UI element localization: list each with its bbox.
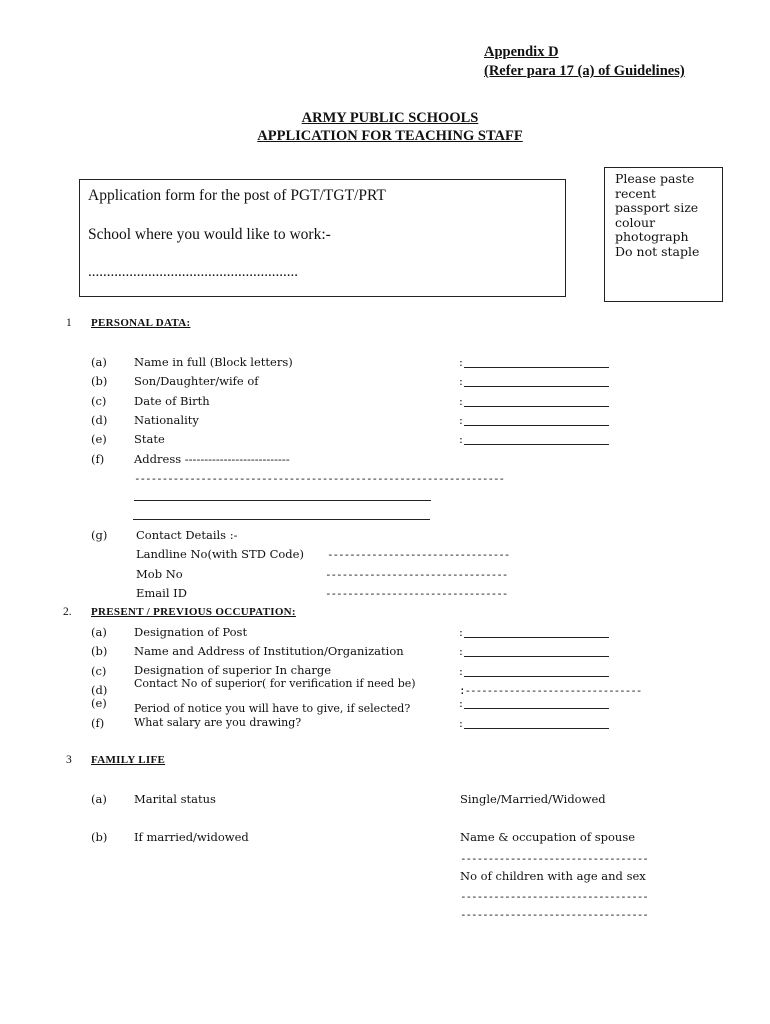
address-line[interactable] — [133, 519, 430, 520]
section-title-personal: PERSONAL DATA: — [91, 317, 191, 329]
item-key: (f) — [91, 452, 105, 466]
superior-contact-field[interactable]: :-------------------------------- — [459, 684, 642, 697]
mobile-label: Mob No — [136, 567, 183, 581]
item-key: (e) — [91, 432, 107, 446]
item-key: (d) — [91, 683, 108, 697]
landline-label: Landline No(with STD Code) — [136, 547, 304, 561]
institution-field[interactable] — [464, 656, 609, 657]
address-line[interactable]: ------------------------------------------------------------------- — [134, 472, 505, 485]
form-subtitle: APPLICATION FOR TEACHING STAFF — [257, 128, 523, 144]
item-label-marital: Marital status — [134, 792, 216, 806]
photo-instruction: recent — [615, 185, 656, 201]
landline-field[interactable]: --------------------------------- — [327, 548, 510, 561]
item-colon: : — [459, 374, 463, 388]
children-label: No of children with age and sex — [460, 869, 646, 883]
item-label-state: State — [134, 432, 165, 446]
email-field[interactable]: --------------------------------- — [325, 587, 508, 600]
form-title: ARMY PUBLIC SCHOOLS — [301, 110, 479, 126]
appendix-label: Appendix D — [484, 44, 559, 60]
item-label-designation: Designation of Post — [134, 625, 248, 639]
item-key: (d) — [91, 413, 108, 427]
item-label-address: Address --------------------------- — [134, 452, 290, 466]
nationality-field[interactable] — [464, 425, 609, 426]
item-colon: : — [459, 355, 463, 369]
post-box — [79, 179, 566, 297]
photo-instruction: colour — [615, 214, 656, 230]
salary-field[interactable] — [464, 728, 609, 729]
photo-instruction: photograph — [615, 229, 689, 244]
item-colon: : — [459, 625, 463, 639]
marital-options[interactable]: Single/Married/Widowed — [460, 792, 606, 806]
item-label-dob: Date of Birth — [134, 394, 210, 408]
section-title-occupation: PRESENT / PREVIOUS OCCUPATION: — [91, 606, 296, 618]
state-field[interactable] — [464, 444, 609, 445]
item-key: (a) — [91, 355, 107, 369]
item-label-married: If married/widowed — [134, 830, 249, 844]
item-label-superior-contact: Contact No of superior( for verification if need be) — [134, 677, 416, 690]
children-field[interactable]: ---------------------------------- — [460, 908, 648, 921]
item-key: (b) — [91, 644, 108, 658]
children-field[interactable]: ---------------------------------- — [460, 890, 648, 903]
item-label-nationality: Nationality — [134, 413, 199, 427]
item-label-salary: What salary are you drawing? — [134, 716, 302, 729]
photo-instruction: Please paste — [615, 171, 695, 186]
item-key: (c) — [91, 394, 107, 408]
school-fill[interactable]: ........................................................ — [88, 264, 298, 280]
photo-box[interactable] — [604, 167, 723, 302]
superior-field[interactable] — [464, 676, 609, 677]
spouse-label: Name & occupation of spouse — [460, 830, 636, 844]
name-field[interactable] — [464, 367, 609, 368]
item-label-notice: Period of notice you will have to give, if selected? — [134, 702, 411, 715]
section-number: 2. — [63, 606, 72, 618]
contact-details-label: Contact Details :- — [136, 528, 238, 542]
item-colon: : — [459, 664, 463, 678]
item-label-parent: Son/Daughter/wife of — [134, 374, 259, 388]
item-key: (c) — [91, 664, 107, 678]
item-colon: : — [459, 696, 463, 710]
item-key: (g) — [91, 528, 108, 542]
item-label-name: Name in full (Block letters) — [134, 355, 293, 369]
item-label-superior: Designation of superior In charge — [134, 663, 332, 677]
item-key: (a) — [91, 792, 107, 806]
item-colon: : — [459, 413, 463, 427]
section-number: 3 — [66, 754, 72, 766]
photo-instruction: Do not staple — [615, 243, 700, 259]
item-key: (b) — [91, 374, 108, 388]
item-key: (f) — [91, 716, 105, 730]
email-label: Email ID — [136, 586, 187, 600]
designation-field[interactable] — [464, 637, 609, 638]
item-colon: : — [459, 716, 463, 730]
item-label-institution: Name and Address of Institution/Organization — [134, 644, 404, 658]
item-colon: : — [459, 394, 463, 408]
notice-field[interactable] — [464, 708, 609, 709]
item-colon: : — [459, 432, 463, 446]
school-line: School where you would like to work:- — [88, 226, 331, 243]
dob-field[interactable] — [464, 406, 609, 407]
address-line[interactable] — [134, 500, 431, 501]
item-key: (e) — [91, 696, 107, 710]
item-colon: : — [459, 644, 463, 658]
item-key: (b) — [91, 830, 108, 844]
item-key: (a) — [91, 625, 107, 639]
section-number: 1 — [66, 317, 72, 329]
section-title-family: FAMILY LIFE — [91, 754, 166, 766]
spouse-field[interactable]: ---------------------------------- — [460, 852, 648, 865]
photo-instruction: passport size — [615, 200, 699, 215]
guideline-reference: (Refer para 17 (a) of Guidelines) — [484, 63, 685, 79]
post-line: Application form for the post of PGT/TGT/PRT — [88, 187, 386, 204]
parent-field[interactable] — [464, 386, 609, 387]
mobile-field[interactable]: --------------------------------- — [325, 568, 508, 581]
